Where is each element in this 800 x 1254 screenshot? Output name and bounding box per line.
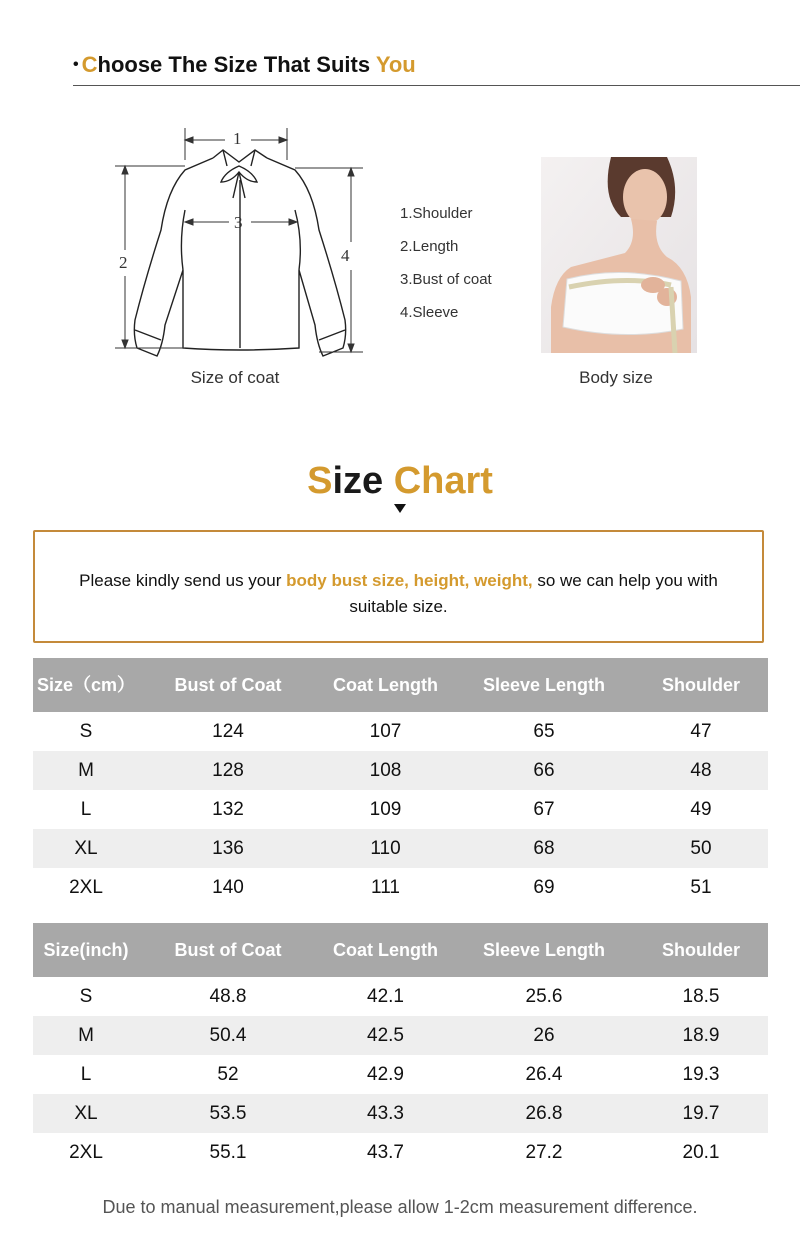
- header-length: Coat Length: [333, 940, 438, 960]
- cell-size: 2XL: [69, 877, 103, 898]
- section-title: [73, 52, 416, 78]
- cell-shoulder: 20.1: [682, 1142, 720, 1163]
- cell-length: 108: [369, 760, 402, 781]
- cell-bust: 136: [212, 838, 244, 859]
- notice-before: Please kindly send us your: [79, 571, 287, 590]
- measurement-item: 2.Length: [400, 238, 459, 255]
- cell-length: 42.9: [367, 1064, 404, 1085]
- cell-shoulder: 51: [690, 877, 712, 898]
- dim-label-3: 3: [234, 213, 243, 232]
- cell-sleeve: 66: [533, 760, 555, 781]
- measurement-footnote: Due to manual measurement,please allow 1-2cm measurement difference.: [102, 1197, 698, 1217]
- header-shoulder: Shoulder: [661, 675, 740, 695]
- cell-sleeve: 26: [533, 1025, 555, 1046]
- header-sleeve: Sleeve Length: [482, 675, 606, 695]
- header-bust: Bust of Coat: [174, 940, 282, 960]
- cell-length: 107: [369, 721, 402, 742]
- bullet-icon: •: [73, 56, 79, 73]
- cell-length: 43.3: [367, 1103, 404, 1124]
- size-chart-title-first: S: [307, 460, 333, 502]
- size-chart-title-last: Chart: [393, 460, 493, 502]
- table-row: [33, 977, 768, 1016]
- title-middle: hoose The Size That Suits: [97, 52, 376, 77]
- cell-shoulder: 47: [690, 721, 712, 742]
- cell-sleeve: 26.4: [525, 1064, 563, 1085]
- cell-sleeve: 25.6: [525, 986, 563, 1007]
- table-row: [33, 751, 768, 790]
- cell-shoulder: 50: [690, 838, 712, 859]
- cell-bust: 55.1: [209, 1142, 247, 1163]
- notice-after: so we can help you with suitable size.: [349, 571, 718, 616]
- table-row: [33, 1016, 768, 1055]
- cell-shoulder: 19.7: [682, 1103, 720, 1124]
- cell-shoulder: 19.3: [682, 1064, 720, 1085]
- measurement-item: 1.Shoulder: [400, 205, 473, 222]
- size-chart-title: [200, 460, 600, 503]
- cell-size: XL: [74, 838, 98, 859]
- cell-size: M: [78, 760, 94, 781]
- cell-sleeve: 26.8: [525, 1103, 563, 1124]
- table-header: [33, 658, 768, 712]
- cell-size: S: [79, 721, 93, 742]
- cell-bust: 52: [217, 1064, 239, 1085]
- size-table-cm: [33, 658, 768, 907]
- size-table-inch: [33, 923, 768, 1172]
- dim-label-4: 4: [341, 246, 350, 265]
- notice-box: [33, 530, 764, 643]
- table-row: [33, 790, 768, 829]
- cell-bust: 140: [212, 877, 244, 898]
- cell-bust: 132: [212, 799, 244, 820]
- table-row: [33, 868, 768, 907]
- cell-sleeve: 65: [533, 721, 555, 742]
- cell-sleeve: 69: [533, 877, 555, 898]
- table-body: [33, 977, 768, 1172]
- table-header: [33, 923, 768, 977]
- cell-shoulder: 18.9: [682, 1025, 720, 1046]
- coat-caption: Size of coat: [190, 368, 280, 387]
- cell-bust: 124: [212, 721, 244, 742]
- cell-shoulder: 48: [690, 760, 712, 781]
- cell-length: 109: [369, 799, 402, 820]
- header-size: Size（cm）: [36, 675, 136, 695]
- coat-diagram: [105, 120, 375, 360]
- section-header: [73, 52, 800, 86]
- cell-shoulder: 18.5: [682, 986, 720, 1007]
- title-last-word: You: [375, 52, 416, 77]
- cell-shoulder: 49: [690, 799, 712, 820]
- dim-label-2: 2: [119, 253, 128, 272]
- measurement-list: [400, 205, 492, 337]
- cell-size: L: [80, 799, 92, 820]
- cell-sleeve: 27.2: [525, 1142, 563, 1163]
- header-bust: Bust of Coat: [174, 675, 282, 695]
- cell-length: 111: [371, 877, 400, 898]
- table-row: [33, 1055, 768, 1094]
- cell-sleeve: 67: [533, 799, 555, 820]
- cell-size: L: [80, 1064, 92, 1085]
- table-row: [33, 1094, 768, 1133]
- cell-length: 43.7: [367, 1142, 404, 1163]
- title-first-letter: C: [81, 52, 98, 77]
- header-size: Size(inch): [43, 940, 129, 960]
- cell-length: 42.1: [367, 986, 404, 1007]
- dim-label-1: 1: [233, 129, 242, 148]
- notice-text: [75, 568, 722, 620]
- body-size-photo: [541, 157, 697, 353]
- measurement-item: 4.Sleeve: [400, 304, 459, 321]
- header-length: Coat Length: [333, 675, 438, 695]
- table-body: [33, 712, 768, 907]
- cell-size: M: [78, 1025, 94, 1046]
- header-shoulder: Shoulder: [661, 940, 740, 960]
- header-divider: [73, 85, 800, 86]
- measurement-item: 3.Bust of coat: [400, 271, 492, 288]
- size-chart-title-middle: ize: [332, 460, 394, 502]
- cell-length: 42.5: [367, 1025, 404, 1046]
- body-caption: Body size: [579, 368, 653, 387]
- caret-down-icon: [394, 504, 406, 513]
- cell-size: S: [79, 986, 93, 1007]
- header-sleeve: Sleeve Length: [482, 940, 606, 960]
- cell-bust: 53.5: [209, 1103, 247, 1124]
- table-row: [33, 1133, 768, 1172]
- cell-bust: 50.4: [209, 1025, 247, 1046]
- notice-highlight: body bust size, height, weight,: [286, 571, 533, 590]
- cell-length: 110: [370, 838, 401, 859]
- table-row: [33, 829, 768, 868]
- cell-size: 2XL: [69, 1142, 103, 1163]
- cell-sleeve: 68: [533, 838, 555, 859]
- cell-bust: 128: [212, 760, 244, 781]
- table-row: [33, 712, 768, 751]
- cell-bust: 48.8: [209, 986, 247, 1007]
- cell-size: XL: [74, 1103, 98, 1124]
